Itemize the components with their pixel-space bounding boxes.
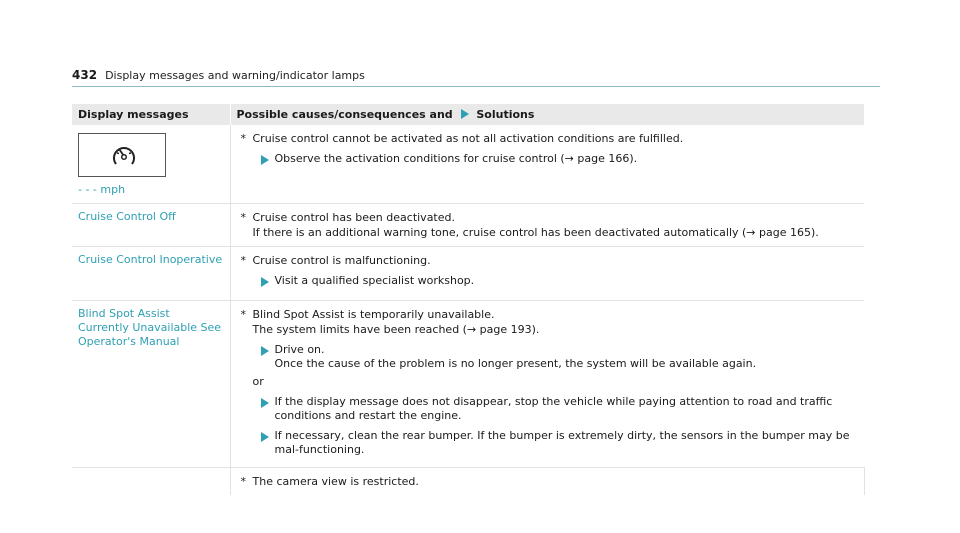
cause-text: Cruise control has been deactivated. [252, 211, 455, 224]
header-causes-label: Possible causes/consequences and [236, 108, 453, 121]
message-cell [72, 301, 230, 468]
display-messages-table [72, 104, 865, 495]
display-icon-frame [78, 133, 166, 177]
display-message-text: Cruise Control Off [78, 210, 176, 223]
cause-detail: If there is an additional warning tone, cruise control has been deactivated automatically (→ page 165). [252, 226, 819, 239]
bullet-star: * [240, 132, 246, 145]
step-text: If necessary, clean the rear bumper. If the bumper is extremely dirty, the sensors in the bumper may be mal-functioning. [274, 429, 850, 456]
message-cell [72, 468, 230, 496]
header-solutions-label: Solutions [476, 108, 535, 121]
table-row [72, 247, 864, 301]
cause-item [241, 253, 859, 268]
page-header [72, 68, 880, 87]
table-row [72, 204, 864, 247]
cause-detail: The system limits have been reached (→ page 193). [252, 323, 540, 336]
or-separator: or [252, 375, 264, 388]
table-row [72, 468, 864, 496]
message-cell [72, 125, 230, 204]
play-triangle-icon [261, 346, 269, 356]
speedometer-icon [112, 140, 136, 168]
cause-item [241, 210, 859, 225]
play-triangle-icon [461, 109, 469, 119]
column-header-display-messages: Display messages [72, 104, 230, 125]
table-row [72, 301, 864, 468]
play-triangle-icon [261, 398, 269, 408]
page-title: Display messages and warning/indicator lamps [105, 69, 365, 82]
solution-step [261, 395, 859, 423]
message-cell [72, 204, 230, 247]
cause-text: Cruise control is malfunctioning. [252, 254, 431, 267]
bullet-star: * [240, 308, 246, 321]
solution-step [261, 152, 859, 168]
solution-cell [230, 468, 864, 496]
cause-text: Blind Spot Assist is temporarily unavailable. [252, 308, 495, 321]
step-text: Observe the activation conditions for cruise control (→ page 166). [274, 152, 638, 165]
page-number: 432 [72, 68, 98, 82]
table-header-row [72, 104, 864, 125]
step-text: Visit a qualified specialist workshop. [274, 274, 475, 287]
step-text: If the display message does not disappear, stop the vehicle while paying attention to road and traffic conditions and restart the engine. [274, 395, 833, 422]
solution-cell [230, 301, 864, 468]
column-header-causes-solutions [230, 104, 864, 125]
play-triangle-icon [261, 277, 269, 287]
cause-item [241, 131, 859, 146]
display-message-text: Cruise Control Inoperative [78, 253, 223, 266]
step-text: Drive on. [274, 343, 325, 356]
display-message-text: - - - mph [78, 183, 126, 196]
display-message-text: Blind Spot Assist Currently Unavailable See Operator's Manual [78, 307, 222, 348]
solution-step [261, 343, 859, 371]
solution-step [261, 274, 859, 290]
solution-cell [230, 247, 864, 301]
play-triangle-icon [261, 155, 269, 165]
cause-item [241, 307, 859, 322]
solution-cell [230, 204, 864, 247]
cause-item [241, 474, 858, 489]
table-row [72, 125, 864, 204]
bullet-star: * [240, 475, 246, 488]
bullet-star: * [240, 254, 246, 267]
step-subtext: Once the cause of the problem is no longer present, the system will be available again. [274, 357, 757, 370]
cause-text: The camera view is restricted. [252, 475, 419, 488]
play-triangle-icon [261, 432, 269, 442]
message-cell [72, 247, 230, 301]
cause-text: Cruise control cannot be activated as not all activation conditions are fulfilled. [252, 132, 684, 145]
solution-step [261, 429, 859, 457]
solution-cell [230, 125, 864, 204]
bullet-star: * [240, 211, 246, 224]
